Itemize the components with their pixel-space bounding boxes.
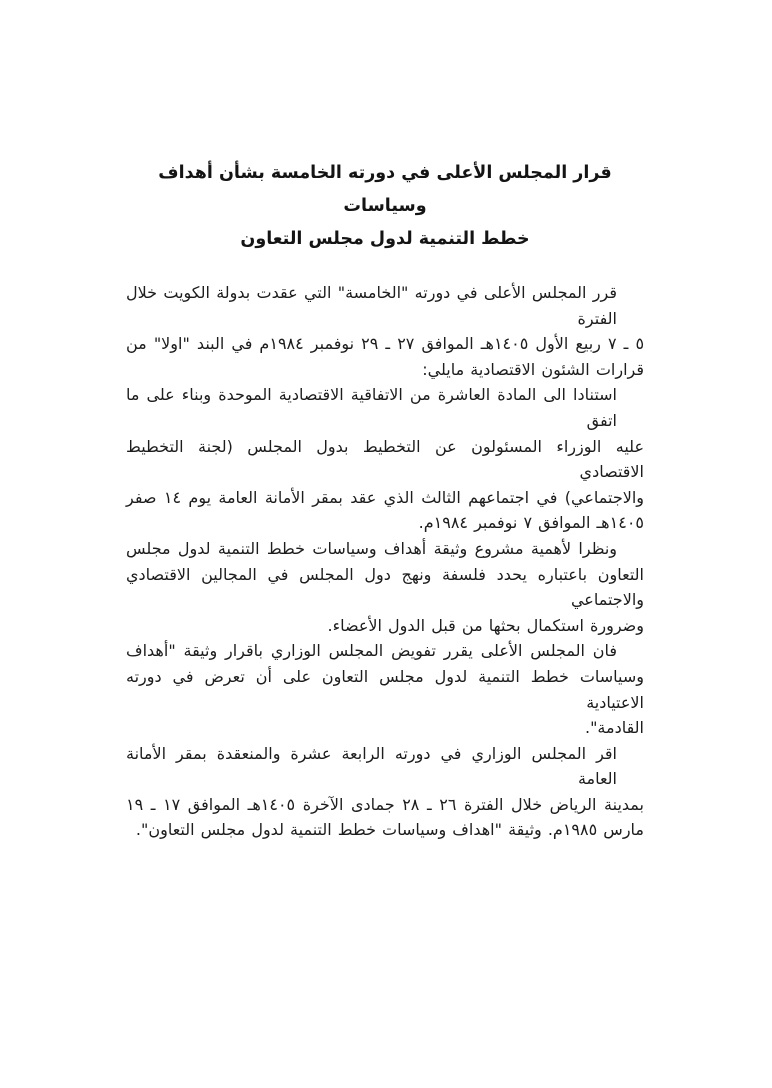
paragraph-1-line-3: قرارات الشئون الاقتصادية مايلي: <box>422 359 644 379</box>
paragraph-1 <box>126 280 644 382</box>
paragraph-5-line-3: مارس ١٩٨٥م. وثيقة "اهداف وسياسات خطط التنمية لدول مجلس التعاون". <box>135 820 644 840</box>
paragraph-2 <box>126 382 644 536</box>
paragraph-2-line-2: عليه الوزراء المسئولون عن التخطيط بدول المجلس (لجنة التخطيط الاقتصادي <box>126 436 644 482</box>
paragraph-2-line-3: والاجتماعي) في اجتماعهم الثالث الذي عقد بمقر الأمانة العامة يوم ١٤ صفر <box>126 487 645 507</box>
paragraph-3 <box>126 536 644 638</box>
paragraph-5-line-1: اقر المجلس الوزاري في دورته الرابعة عشرة والمنعقدة بمقر الأمانة العامة <box>126 743 617 789</box>
document-title-line-2: خطط التنمية لدول مجلس التعاون <box>240 229 530 249</box>
paragraph-5-line-2: بمدينة الرياض خلال الفترة ٢٦ ـ ٢٨ جمادى الآخرة ١٤٠٥هـ الموافق ١٧ ـ ١٩ <box>126 794 645 814</box>
paragraph-4 <box>126 638 644 740</box>
document-title <box>126 157 644 256</box>
paragraph-3-line-2: التعاون باعتباره يحدد فلسفة ونهج دول المجلس في المجالين الاقتصادي والاجتماعي <box>126 564 644 610</box>
paragraph-4-line-2: وسياسات خطط التنمية لدول مجلس التعاون على أن تعرض في دورته الاعتيادية <box>126 666 644 712</box>
document-content <box>126 157 644 843</box>
paragraph-2-line-4: ١٤٠٥هـ الموافق ٧ نوفمبر ١٩٨٤م. <box>418 513 644 533</box>
paragraph-2-line-1: استنادا الى المادة العاشرة من الاتفاقية الاقتصادية الموحدة وبناء على ما اتفق <box>126 385 617 430</box>
paragraph-5 <box>126 741 644 843</box>
paragraph-3-line-1: ونظرا لأهمية مشروع وثيقة أهداف وسياسات خطط التنمية لدول مجلس <box>126 538 617 558</box>
paragraph-3-line-3: وضرورة استكمال بحثها من قبل الدول الأعضاء. <box>327 615 644 635</box>
paragraph-4-line-3: القادمة". <box>584 718 644 738</box>
paragraph-4-line-1: فان المجلس الأعلى يقرر تفويض المجلس الوزاري باقرار وثيقة "أهداف <box>126 641 617 661</box>
document-title-line-1: قرار المجلس الأعلى في دورته الخامسة بشأن أهداف وسياسات <box>158 163 612 216</box>
paragraph-1-line-1: قرر المجلس الأعلى في دورته "الخامسة" التي عقدت بدولة الكويت خلال الفترة <box>126 283 617 328</box>
paragraph-1-line-2: ٥ ـ ٧ ربيع الأول ١٤٠٥هـ الموافق ٢٧ ـ ٢٩ نوفمبر ١٩٨٤م في البند "اولا" من <box>126 334 645 354</box>
